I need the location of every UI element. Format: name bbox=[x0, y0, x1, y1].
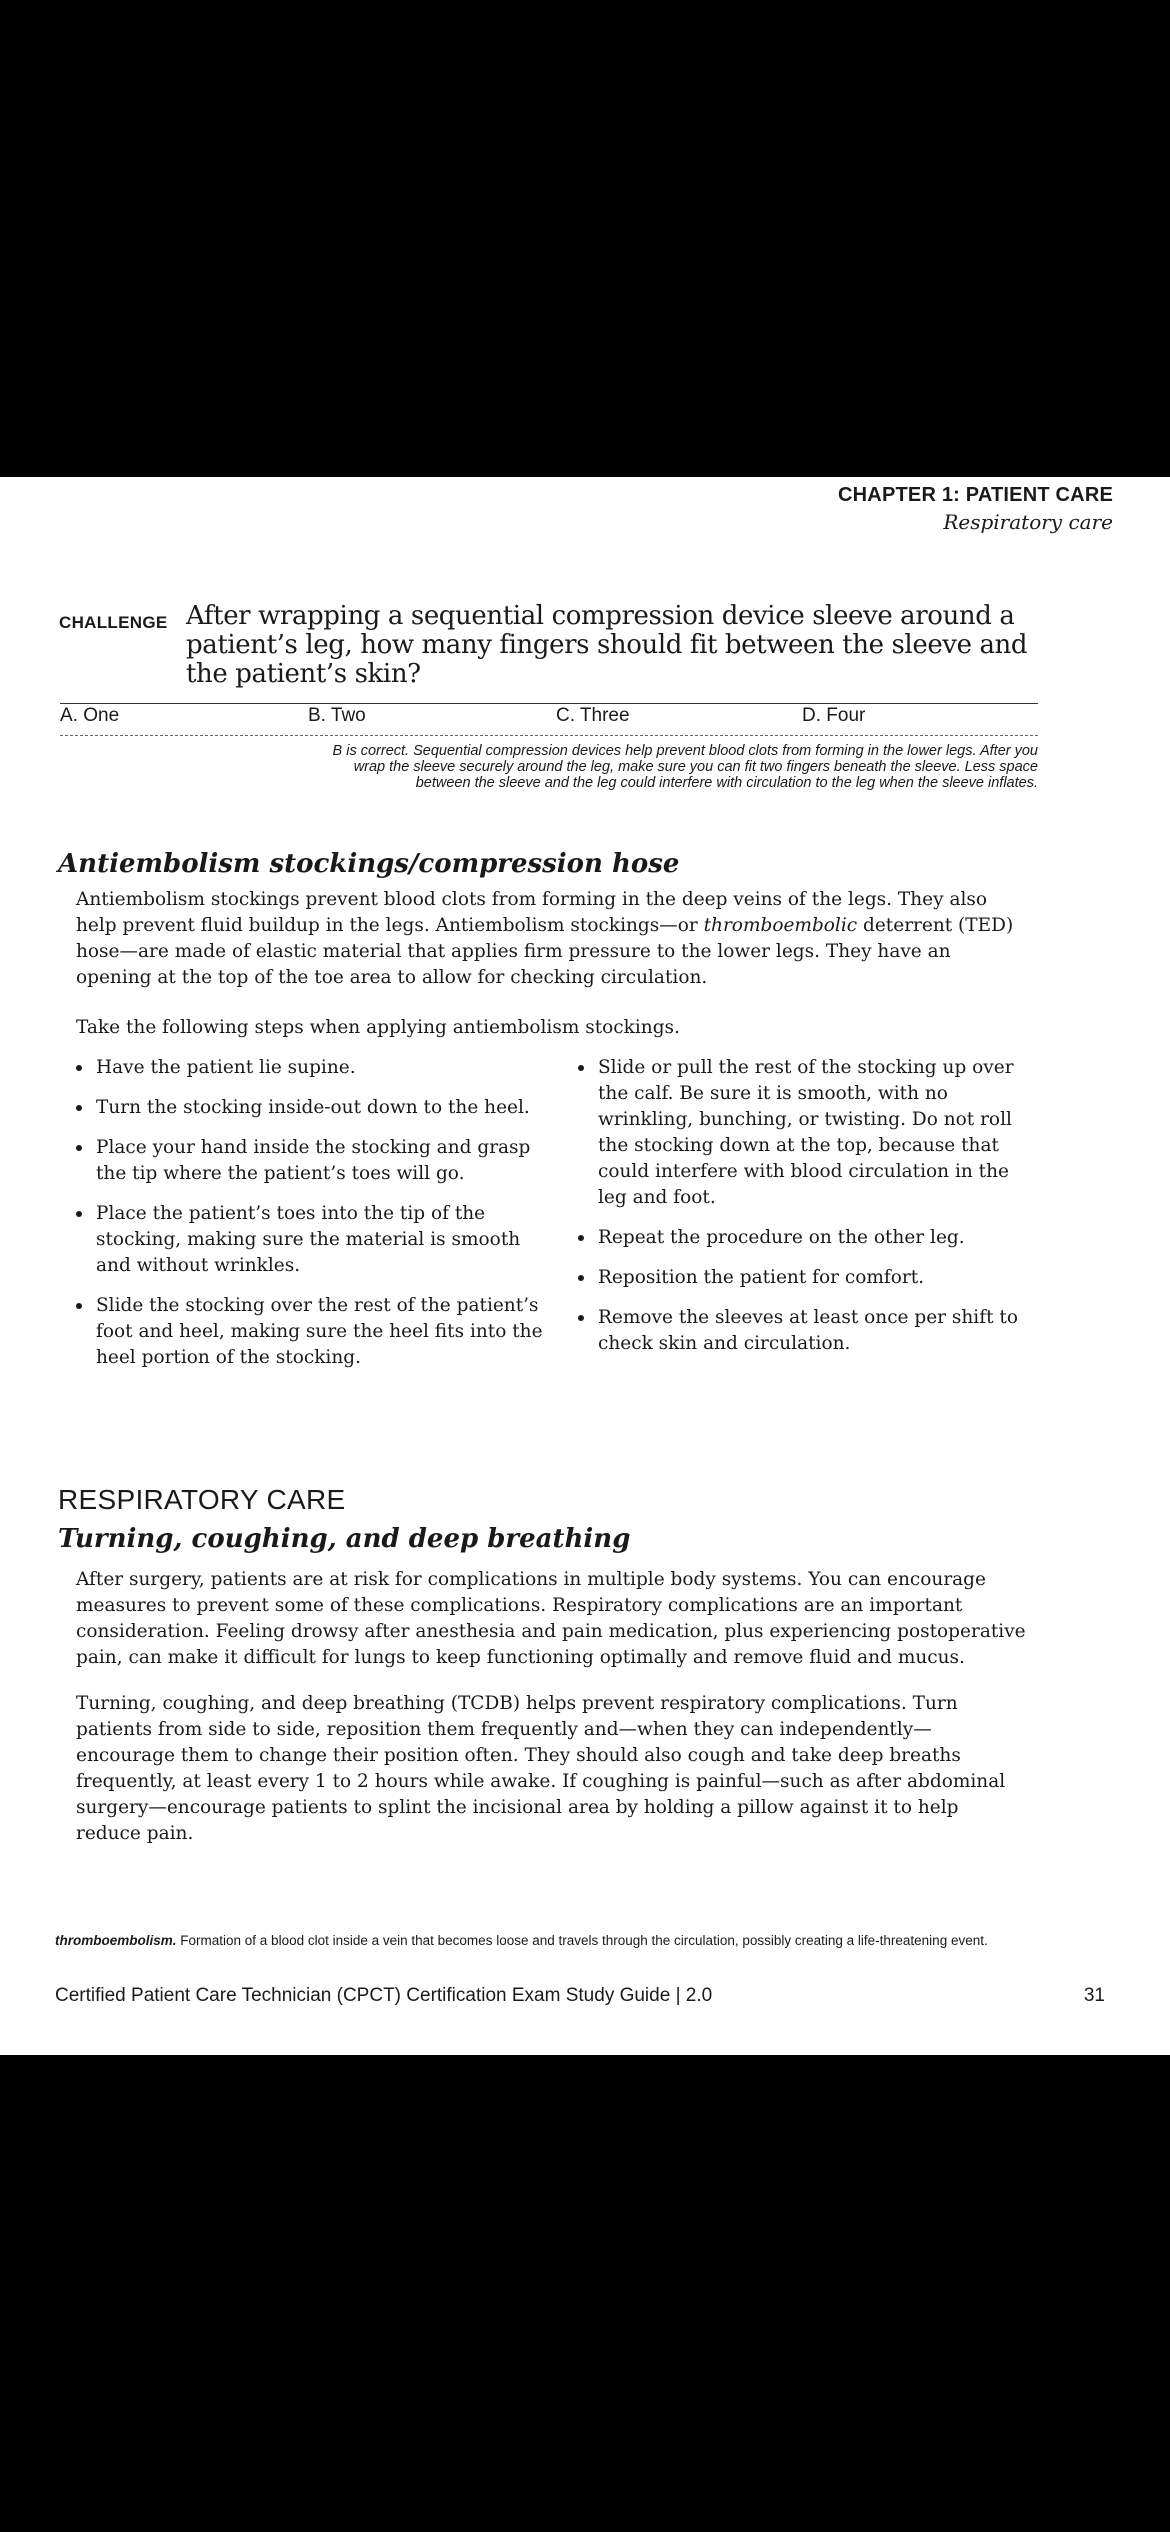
question-line: patient’s leg, how many fingers should fit between the sleeve and bbox=[186, 630, 1028, 660]
divider bbox=[60, 703, 1038, 704]
option-b: B. Two bbox=[308, 705, 366, 726]
answer-line: between the sleeve and the leg could interfere with circulation to the leg when the sleeve inflates. bbox=[415, 775, 1038, 791]
list-item: Turn the stocking inside-out down to the heel. bbox=[76, 1095, 546, 1121]
option-d: D. Four bbox=[802, 705, 866, 726]
section-heading-tcdb: Turning, coughing, and deep breathing bbox=[58, 1524, 631, 1554]
option-c: C. Three bbox=[556, 705, 630, 726]
footnote-term: thromboembolism. bbox=[55, 1933, 177, 1948]
chapter-title: CHAPTER 1: PATIENT CARE bbox=[838, 484, 1113, 506]
antiembolism-intro: Antiembolism stockings prevent blood clots from forming in the deep veins of the legs. They also help prevent fluid buildup in the legs. Antiembolism stockings—or thromboembolic deterrent (TED) hose—are made of elastic material that applies firm pressure to the lower legs. They have an opening at the top of the toe area to allow for checking circulation. bbox=[76, 889, 1014, 988]
list-item: Place your hand inside the stocking and grasp the tip where the patient’s toes will go. bbox=[76, 1135, 546, 1187]
challenge-question bbox=[186, 602, 1046, 689]
list-item: Remove the sleeves at least once per shift to check skin and circulation. bbox=[578, 1305, 1038, 1357]
steps-intro: Take the following steps when applying antiembolism stockings. bbox=[76, 1017, 680, 1038]
list-item: Have the patient lie supine. bbox=[76, 1055, 546, 1081]
answer-line: wrap the sleeve securely around the leg, make sure you can fit two fingers beneath the sleeve. Less space bbox=[353, 759, 1038, 775]
footnote-definition: Formation of a blood clot inside a vein that becomes loose and travels through the circulation, possibly creating a life-threatening event. bbox=[176, 1933, 988, 1948]
respiratory-paragraph-1: After surgery, patients are at risk for complications in multiple body systems. You can encourage measures to prevent some of these complications. Respiratory complications are an important consideration. Feeling drowsy after anesthesia and pain medication, plus experiencing postoperative pain, can make it difficult for lungs to keep functioning optimally and remove fluid and mucus. bbox=[76, 1569, 1026, 1668]
option-a: A. One bbox=[60, 705, 120, 726]
list-item: Reposition the patient for comfort. bbox=[578, 1265, 1038, 1291]
list-item: Place the patient’s toes into the tip of the stocking, making sure the material is smooth and without wrinkles. bbox=[76, 1201, 546, 1279]
divider bbox=[60, 735, 1038, 736]
document-page bbox=[0, 477, 1170, 2055]
steps-list-left bbox=[76, 1055, 546, 1385]
list-item: Slide or pull the rest of the stocking up over the calf. Be sure it is smooth, with no wrinkling, bunching, or twisting. Do not roll the stocking down at the top, because that could interfere with blood circulation in the leg and foot. bbox=[578, 1055, 1038, 1211]
term-thromboembolic: thromboembolic bbox=[703, 915, 858, 936]
answer-line: B is correct. Sequential compression devices help prevent blood clots from forming in the lower legs. After you bbox=[332, 743, 1038, 759]
footnote bbox=[55, 1933, 1115, 1948]
respiratory-paragraph-2: Turning, coughing, and deep breathing (TCDB) helps prevent respiratory complications. Turn patients from side to side, reposition them frequently and—when they can independently— encourage them to change their position often. They should also cough and take deep breaths frequently, at least every 1 to 2 hours while awake. If coughing is painful—such as after abdominal surgery—encourage patients to splint the incisional area by holding a pillow against it to help reduce pain. bbox=[76, 1693, 1006, 1844]
chapter-subtitle: Respiratory care bbox=[943, 510, 1113, 534]
answer-explanation bbox=[180, 743, 1038, 791]
list-item: Slide the stocking over the rest of the patient’s foot and heel, making sure the heel fits into the heel portion of the stocking. bbox=[76, 1293, 546, 1371]
question-line: After wrapping a sequential compression device sleeve around a bbox=[186, 601, 1015, 631]
section-title-respiratory: RESPIRATORY CARE bbox=[58, 1484, 346, 1515]
steps-list-right bbox=[578, 1055, 1038, 1371]
challenge-label: CHALLENGE bbox=[59, 613, 168, 632]
page-number: 31 bbox=[1083, 1985, 1105, 2006]
section-heading-antiembolism: Antiembolism stockings/compression hose bbox=[58, 849, 680, 879]
footer-text: Certified Patient Care Technician (CPCT) Certification Exam Study Guide | 2.0 bbox=[55, 1985, 713, 2006]
question-line: the patient’s skin? bbox=[186, 659, 421, 689]
list-item: Repeat the procedure on the other leg. bbox=[578, 1225, 1038, 1251]
